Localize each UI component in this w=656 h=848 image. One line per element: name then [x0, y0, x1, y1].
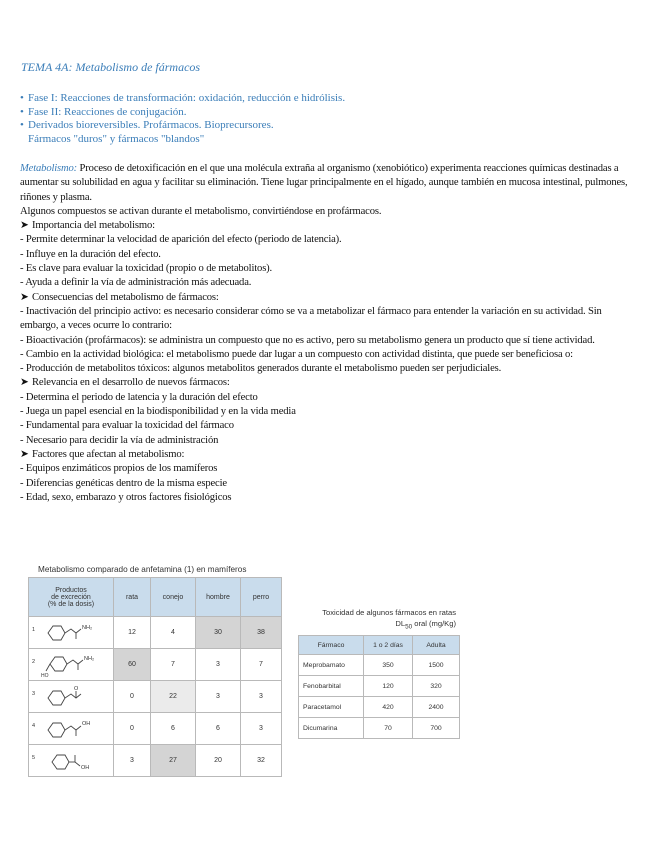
table-row [299, 676, 460, 697]
list-item: - Fundamental para evaluar la toxicidad del fármaco [20, 420, 234, 432]
table-cell: 20 [196, 745, 241, 777]
list-item: - Ayuda a definir la vía de administración más adecuada. [20, 277, 252, 289]
table-row [299, 655, 460, 676]
section-heading: ➤ Factores que afectan al metabolismo: [20, 448, 636, 462]
table-cell: 350 [364, 655, 413, 676]
svg-text:NH₂: NH₂ [84, 655, 95, 662]
phenylpropanol-structure-icon [40, 715, 102, 743]
list-item: - Equipos enzimáticos propios de los mamíferos [20, 463, 218, 475]
list-item: - Diferencias genéticas dentro de la misma especie [20, 477, 227, 489]
list-item: - Producción de metabolitos tóxicos: algunos metabolitos generados durante el metabolismo pueden ser perjudiciales. [20, 363, 502, 375]
molecule-structure-cell: 4 OH [29, 713, 114, 745]
table-cell: 22 [151, 681, 196, 713]
table-row [29, 681, 282, 713]
prodrug-line: Algunos compuestos se activan durante el metabolismo, convirtiéndose en profármacos. [20, 205, 382, 217]
table-header-cell: 1 o 2 días [364, 636, 413, 655]
table-cell: 320 [413, 676, 460, 697]
arrow-bullet-icon: ➤ [20, 377, 29, 389]
svg-text:O: O [74, 685, 79, 692]
molecule-structure-cell: 2 NH₂ HO [29, 649, 114, 681]
table-cell: 1500 [413, 655, 460, 676]
section-heading: ➤ Relevancia en el desarrollo de nuevos fármacos: [20, 376, 636, 390]
outline-item: • Fase II: Reacciones de conjugación. [20, 105, 187, 118]
table-row [29, 617, 282, 649]
table-cell: 27 [151, 745, 196, 777]
table-cell: 700 [413, 718, 460, 739]
table-cell: 70 [364, 718, 413, 739]
list-item: - Es clave para evaluar la toxicidad (propio o de metabolitos). [20, 263, 273, 275]
molecule-structure-cell: 1 NH₂ [29, 617, 114, 649]
table-header-cell: perro [241, 578, 282, 617]
table-cell: 3 [114, 745, 151, 777]
phenylacetone-structure-icon [40, 683, 102, 711]
list-item: - Bioactivación (profármacos): se administra un compuesto que no es activo, pero su metabolismo genera un producto que sí tiene actividad. [20, 334, 595, 346]
molecule-structure-cell: 5 OH [29, 745, 114, 777]
table-cell: Paracetamol [299, 697, 364, 718]
table1-amphetamine-metabolism [28, 577, 282, 777]
table-row [299, 697, 460, 718]
table-row [29, 713, 282, 745]
table-cell: Dicumarina [299, 718, 364, 739]
table-row [29, 745, 282, 777]
table-row [299, 718, 460, 739]
table-cell: 3 [241, 681, 282, 713]
table-header-cell: Productos de excreción (% de la dosis) [29, 578, 114, 617]
table-header-row [29, 578, 282, 617]
table-cell: 7 [151, 649, 196, 681]
body-text [20, 162, 636, 505]
table-header-cell: rata [114, 578, 151, 617]
amphetamine-structure-icon [40, 619, 102, 647]
definition-term: Metabolismo: [20, 163, 78, 174]
table-header-cell: hombre [196, 578, 241, 617]
table-cell: 120 [364, 676, 413, 697]
outline-item: • Derivados bioreversibles. Profármacos. Bioprecursores. [20, 119, 274, 131]
outline-item: • Fase I: Reacciones de transformación: oxidación, reducción e hidrólisis. [20, 92, 346, 104]
svg-text:NH₂: NH₂ [82, 624, 93, 631]
table-cell: 12 [114, 617, 151, 649]
table-row [29, 649, 282, 681]
list-item: - Inactivación del principio activo: es necesario considerar cómo se va a metabolizar el fármaco para entender la variación en su actividad. Sin embargo, a veces ocurre lo contrario: [20, 305, 602, 332]
definition-paragraph [20, 162, 636, 205]
arrow-bullet-icon: ➤ [20, 220, 29, 232]
benzoic-acid-structure-icon [40, 747, 102, 775]
svg-text:OH: OH [82, 720, 91, 727]
table-cell: 38 [241, 617, 282, 649]
svg-text:HO: HO [41, 672, 49, 679]
list-item: - Influye en la duración del efecto. [20, 248, 161, 260]
table-cell: 6 [151, 713, 196, 745]
list-item: - Cambio en la actividad biológica: el metabolismo puede dar lugar a un compuesto con actividad distinta, que puede ser beneficiosa o: [20, 348, 573, 360]
table-header-cell: Fármaco [299, 636, 364, 655]
outline-item: Fármacos "duros" y fármacos "blandos" [28, 132, 205, 145]
list-item: - Determina el periodo de latencia y la duración del efecto [20, 391, 258, 403]
table-cell: 6 [196, 713, 241, 745]
table-cell: 4 [151, 617, 196, 649]
topic-outline [20, 92, 345, 146]
molecule-structure-cell: 3 O [29, 681, 114, 713]
table-cell: 32 [241, 745, 282, 777]
table-cell: 3 [241, 713, 282, 745]
table-cell: 7 [241, 649, 282, 681]
table-cell: Fenobarbital [299, 676, 364, 697]
hydroxyamphetamine-structure-icon [40, 651, 102, 679]
svg-text:OH: OH [81, 764, 90, 771]
table1-caption: Metabolismo comparado de anfetamina (1) en mamíferos [38, 565, 247, 574]
arrow-bullet-icon: ➤ [20, 448, 29, 460]
page-title: TEMA 4A: Metabolismo de fármacos [21, 60, 201, 74]
list-item: - Permite determinar la velocidad de aparición del efecto (periodo de latencia). [20, 234, 342, 246]
table-cell: 2400 [413, 697, 460, 718]
table-cell: 30 [196, 617, 241, 649]
table-cell: 420 [364, 697, 413, 718]
list-item: - Juega un papel esencial en la biodisponibilidad y en la vida media [20, 406, 296, 418]
table-header-cell: Adulta [413, 636, 460, 655]
list-item: - Edad, sexo, embarazo y otros factores fisiológicos [20, 491, 232, 503]
table-cell: 3 [196, 681, 241, 713]
table2-caption: Toxicidad de algunos fármacos en ratas $DL_{50}$ oral (mg/Kg) [322, 608, 456, 631]
list-item: - Necesario para decidir la vía de administración [20, 434, 219, 446]
table-header-row [299, 636, 460, 655]
arrow-bullet-icon: ➤ [20, 291, 29, 303]
table-header-cell: conejo [151, 578, 196, 617]
table-cell: 60 [114, 649, 151, 681]
section-heading: ➤ Consecuencias del metabolismo de fármacos: [20, 291, 636, 305]
table-cell: Meprobamato [299, 655, 364, 676]
definition-text: Proceso de detoxificación en el que una molécula extraña al organismo (xenobiótico) experimenta reacciones químicas destinadas a aumentar su solubilidad en agua y facilitar su eliminación. Tiene lugar principalmente en el hígado, aunque también en mucosa intestinal, pulmones, riñones y plasma. [20, 163, 628, 203]
table-cell: 3 [196, 649, 241, 681]
section-heading: ➤ Importancia del metabolismo: [20, 219, 636, 233]
table2-toxicity [298, 635, 460, 739]
table-cell: 0 [114, 681, 151, 713]
table-cell: 0 [114, 713, 151, 745]
